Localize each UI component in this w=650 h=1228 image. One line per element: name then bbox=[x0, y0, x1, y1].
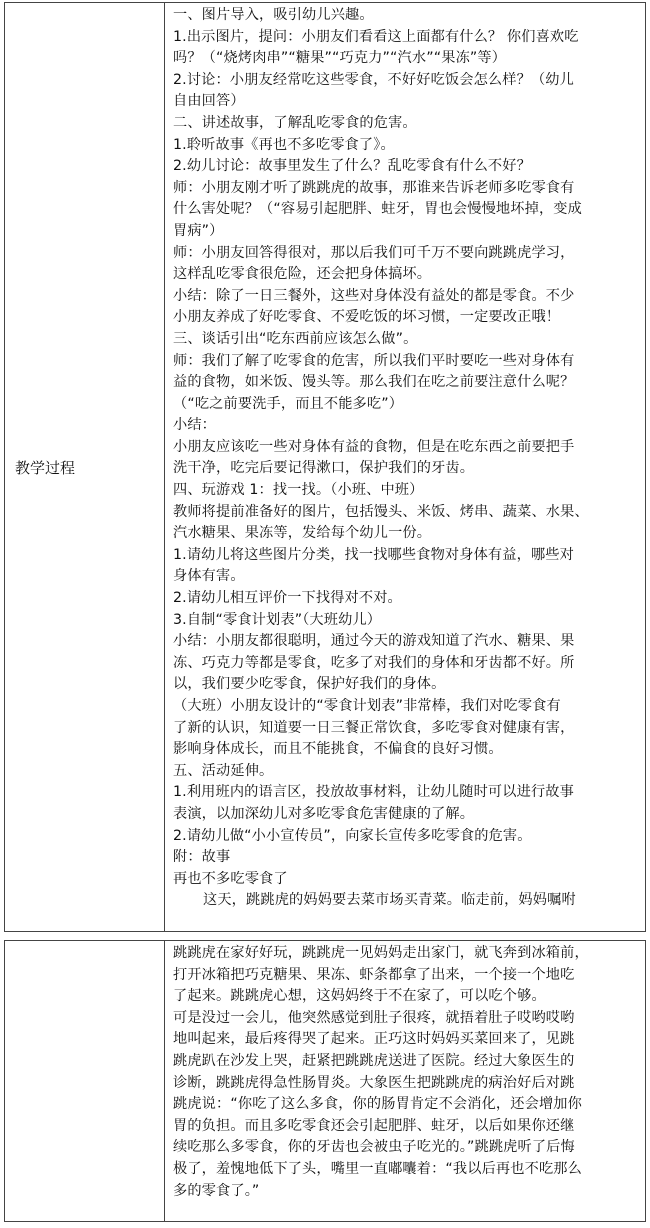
text-line: 3.自制“零食计划表”（大班幼儿） bbox=[173, 611, 382, 628]
text-line: 五、活动延伸。 bbox=[173, 762, 274, 779]
text-line: 小结： bbox=[173, 417, 217, 434]
story-content-cell bbox=[165, 941, 646, 1222]
text-line: 2.幼儿讨论：故事里发生了什么？乱吃零食有什么不好？ bbox=[173, 158, 531, 175]
text-line: 师：我们了解了吃零食的危害，所以我们平时要吃一些对身体有 bbox=[173, 352, 575, 369]
story-line: 胃的负担。而且多吃零食还会引起肥胖、蛀牙，以后如果你还继 bbox=[173, 1117, 575, 1134]
text-line: 小朋友养成了好吃零食、不爱吃饭的坏习惯，一定要改正哦！ bbox=[173, 309, 561, 326]
text-line: 表演，以加深幼儿对多吃零食危害健康的了解。 bbox=[173, 805, 475, 822]
story-line: 跳虎说：“你吃了这么多食，你的肠胃肯定不会消化，还会增加你 bbox=[173, 1096, 582, 1113]
story-first-line: 这天，跳跳虎的妈妈要去菜市场买青菜。临走前，妈妈嘱咐 bbox=[203, 892, 576, 909]
section-label-cell bbox=[5, 3, 165, 932]
story-line: 诊断，跳跳虎得急性肠胃炎。大象医生把跳跳虎的病治好后对跳 bbox=[173, 1074, 575, 1091]
content-cell bbox=[165, 3, 646, 932]
text-line: 二、讲述故事，了解乱吃零食的危害。 bbox=[173, 114, 417, 131]
empty-label-cell bbox=[5, 941, 165, 1222]
text-line: 冻、巧克力等都是零食，吃多了对我们的身体和牙齿都不好。所 bbox=[173, 654, 575, 671]
story-line: 多的零食了。” bbox=[173, 1182, 260, 1199]
text-line: 小结：小朋友都很聪明，通过今天的游戏知道了汽水、糖果、果 bbox=[173, 633, 575, 650]
text-line: 自由回答） bbox=[173, 93, 245, 110]
text-line: 教师将提前准备好的图片，包括馒头、米饭、烤串、蔬菜、水果、 bbox=[173, 503, 589, 520]
text-line: 1.出示图片，提问：小朋友们看看这上面都有什么？ 你们喜欢吃 bbox=[173, 28, 579, 45]
text-line: 师：小朋友刚才听了跳跳虎的故事，那谁来告诉老师多吃零食有 bbox=[173, 179, 575, 196]
text-line: 小结：除了一日三餐外，这些对身体没有益处的都是零食。不少 bbox=[173, 287, 575, 304]
text-line: 1.请幼儿将这些图片分类，找一找哪些食物对身体有益，哪些对 bbox=[173, 546, 574, 563]
section-label: 教学过程 bbox=[15, 458, 76, 477]
text-line: 吗？（“烧烤肉串”“糖果”“巧克力”“汽水”“果冻”等） bbox=[173, 50, 507, 67]
text-line: 附：故事 bbox=[173, 849, 231, 866]
story-line: 可是没过一会儿，他突然感觉到肚子很疼，就捂着肚子哎哟哎哟 bbox=[173, 1009, 575, 1026]
text-line: （大班）小朋友设计的“零食计划表”非常棒，我们对吃零食有 bbox=[173, 698, 561, 714]
text-line: 了新的认识，知道要一日三餐正常饮食，多吃零食对健康有害， bbox=[173, 719, 575, 736]
text-line: （“吃之前要洗手，而且不能多吃”） bbox=[173, 395, 404, 412]
text-line: 影响身体成长，而且不能挑食，不偏食的良好习惯。 bbox=[173, 741, 503, 758]
text-line: 2.请幼儿相互评价一下找得对不对。 bbox=[173, 590, 402, 607]
story-line: 地叫起来，最后疼得哭了起来。正巧这时妈妈买菜回来了，见跳 bbox=[173, 1031, 575, 1048]
text-line: 师：小朋友回答得很对，那以后我们可千万不要向跳跳虎学习， bbox=[173, 244, 575, 261]
text-line: 身体有害。 bbox=[173, 568, 245, 585]
text-line: 2.请幼儿做“小小宣传员”，向家长宣传多吃零食的危害。 bbox=[173, 827, 532, 844]
text-line: 三、谈话引出“吃东西前应该怎么做”。 bbox=[173, 330, 418, 347]
text-line: 1.利用班内的语言区，投放故事材料，让幼儿随时可以进行故事 bbox=[173, 784, 574, 801]
text-line: 胃病”） bbox=[173, 222, 224, 239]
story-line: 了起来。跳跳虎心想，这妈妈终于不在家了，可以吃个够。 bbox=[173, 988, 546, 1005]
text-line: 益的食物，如米饭、馒头等。那么我们在吃之前要注意什么呢？ bbox=[173, 374, 575, 391]
text-line: 汽水糖果、果冻等，发给每个幼儿一份。 bbox=[173, 525, 432, 542]
text-line: 洗干净，吃完后要记得漱口，保护我们的牙齿。 bbox=[173, 460, 475, 477]
text-line: 以，我们要少吃零食，保护好我们的身体。 bbox=[173, 676, 446, 693]
story-line: 跳跳虎在家好好玩，跳跳虎一见妈妈走出家门，就飞奔到冰箱前， bbox=[173, 945, 589, 961]
text-line: 什么害处呢？（“容易引起肥胖、蛀牙，胃也会慢慢地坏掉，变成 bbox=[173, 201, 582, 218]
story-line: 打开冰箱把巧克糖果、果冻、虾条都拿了出来，一个接一个地吃 bbox=[173, 966, 575, 983]
lesson-table bbox=[4, 2, 646, 932]
story-line: 极了，羞愧地低下了头，嘴里一直嘟囔着：“我以后再也不吃那么 bbox=[173, 1160, 582, 1177]
text-line: 2.讨论：小朋友经常吃这些零食，不好好吃饭会怎么样？（幼儿 bbox=[173, 71, 574, 88]
story-title: 再也不多吃零食了 bbox=[173, 870, 288, 887]
story-line: 续吃那么多零食，你的牙齿也会被虫子吃光的。”跳跳虎听了后悔 bbox=[173, 1139, 575, 1156]
text-line: 一、图片导入，吸引幼儿兴趣。 bbox=[173, 7, 374, 23]
text-line: 1.聆听故事《再也不多吃零食了》。 bbox=[173, 136, 395, 153]
text-line: 四、玩游戏 1：找一找。（小班、中班） bbox=[173, 482, 424, 499]
text-line: 小朋友应该吃一些对身体有益的食物，但是在吃东西之前要把手 bbox=[173, 438, 575, 455]
story-continuation-table bbox=[4, 940, 646, 1222]
story-line: 跳虎趴在沙发上哭，赶紧把跳跳虎送进了医院。经过大象医生的 bbox=[173, 1052, 575, 1069]
text-line: 这样乱吃零食很危险，还会把身体搞坏。 bbox=[173, 266, 432, 283]
